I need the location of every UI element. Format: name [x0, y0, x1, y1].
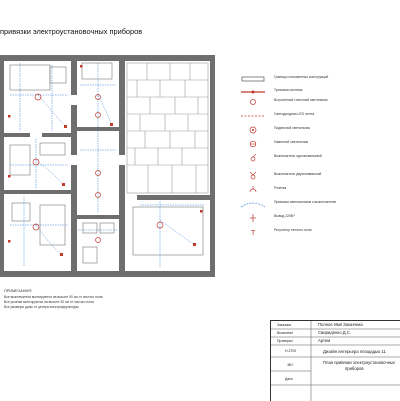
output-symbol-icon	[238, 213, 268, 223]
legend-label: Светодиодная LED лента	[274, 112, 315, 116]
walls-symbol-icon	[238, 74, 268, 84]
stamp-project: Дизайн интерьера площадью 11	[323, 349, 386, 354]
svg-text:Т: Т	[251, 230, 256, 237]
legend-item-heat	[238, 227, 400, 237]
legend-item-switch-double	[238, 171, 400, 181]
stamp-sheet-code: ЭЮ	[287, 363, 293, 367]
stamp-code: Н-2700	[285, 349, 297, 353]
legend-item-track	[238, 87, 400, 97]
stamp-value-checker: Артем	[318, 338, 331, 343]
switch-double-symbol-icon	[238, 171, 268, 181]
link-lines	[36, 95, 195, 255]
heat-regulator-symbol-icon	[238, 227, 268, 237]
stamp-key-checker: Проверил	[277, 339, 293, 343]
spot-light-symbol-icon	[238, 97, 268, 107]
note-line: Все розетки монтируются на высоте 30 см от чистого пола	[4, 300, 94, 305]
track-symbol-icon	[238, 87, 268, 97]
wood-floor	[127, 63, 208, 193]
switches-sockets	[8, 65, 203, 256]
legend-item-socket	[238, 185, 400, 195]
stamp-value-author: Свириденко Д.С.	[318, 330, 351, 335]
legend-label: Привязка светильников к выключателю	[274, 200, 337, 204]
stamp-key-author: Выполнил	[277, 331, 294, 335]
legend-item-pendant	[238, 125, 400, 135]
wall-lamp-symbol-icon	[238, 139, 268, 149]
legend-item-switch-single	[238, 153, 400, 163]
switch-single-symbol-icon	[238, 153, 268, 163]
legend-label: Подвесной светильник	[274, 126, 310, 130]
legend-label: Вывод 220В+	[274, 214, 296, 218]
legend-label: Выключатель одноклавишный	[274, 154, 322, 158]
title-block	[270, 320, 400, 401]
notes-heading: ПРИМЕЧАНИЯ:	[4, 289, 33, 293]
legend-item-track-light	[238, 97, 400, 107]
walls	[0, 55, 215, 277]
pendant-symbol-icon	[238, 125, 268, 135]
drawing-title: привязки электроустановочных приборов	[0, 27, 143, 36]
notes	[4, 289, 174, 311]
floor-plan	[0, 55, 215, 277]
legend-label: Трековая система	[274, 88, 303, 92]
legend-item-output	[238, 213, 400, 223]
legend-item-link	[238, 199, 400, 209]
legend-label: Встроенный точечный светильник	[274, 98, 328, 102]
legend-label: Навесной светильник	[274, 140, 308, 144]
legend-label: Регулятор теплого пола	[274, 228, 312, 232]
legend-label: Розетка	[274, 186, 287, 190]
stamp-sheet-title-2: приборов	[345, 366, 364, 371]
stamp-key-customer: Заказчик	[277, 323, 291, 327]
link-symbol-icon	[238, 199, 268, 209]
led-strip-symbol-icon	[238, 111, 268, 121]
socket-symbol-icon	[238, 185, 268, 195]
note-line: Все выключатели монтируются на высоте 90 см от чистого пола	[4, 295, 103, 299]
legend-item-walls	[238, 74, 400, 84]
stamp-date-label: Дата	[285, 377, 293, 381]
legend-item-wall-lamp	[238, 139, 400, 149]
legend-label: Выключатель двухклавишный	[274, 172, 322, 176]
legend-label: Границы положенных конструкций	[274, 75, 329, 79]
stamp-value-customer: Полное Имя Заказчика	[318, 322, 363, 327]
stamp-sheet-title-1: План привязки электроустановочных	[323, 360, 396, 365]
note-line: Все размеры даны от центра электрофурнитуры	[4, 305, 79, 310]
legend-item-led	[238, 111, 400, 121]
